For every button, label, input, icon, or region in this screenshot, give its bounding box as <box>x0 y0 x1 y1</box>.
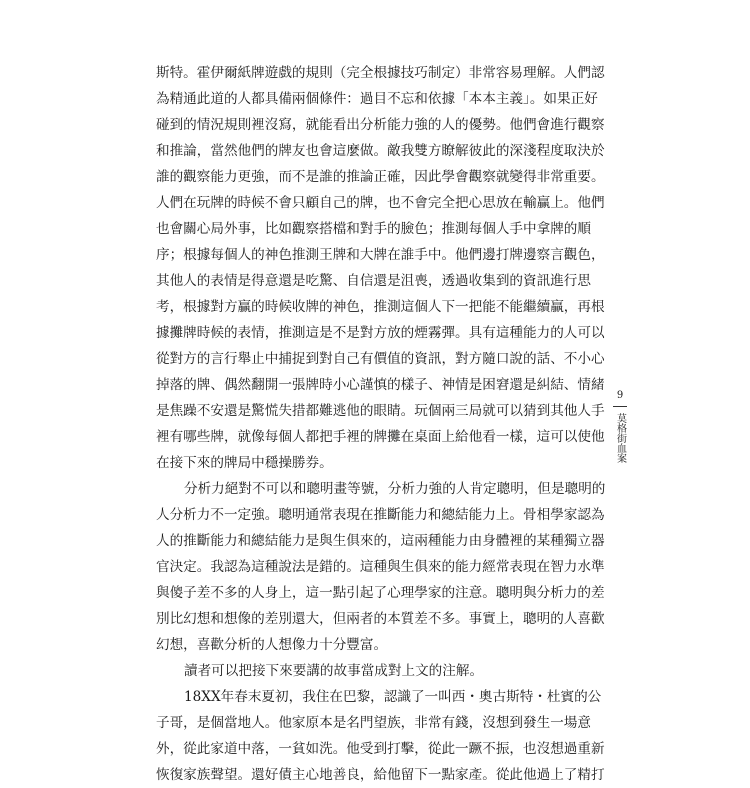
text-line: 人們在玩牌的時候不會只顧自己的牌，也不會完全把心思放在輸贏上。他們 <box>156 195 605 211</box>
folio-divider <box>613 406 627 407</box>
text-line: 斯特。霍伊爾紙牌遊戲的規則（完全根據技巧制定）非常容易理解。人們認 <box>156 65 605 81</box>
text-line: 從對方的言行舉止中捕捉到對自己有價值的資訊，對方隨口說的話、不小心 <box>156 351 605 367</box>
text-line: 也會關心局外事，比如觀察搭檔和對手的臉色；推測每個人手中拿牌的順 <box>156 221 591 237</box>
text-line: 子哥，是個當地人。他家原本是名門望族，非常有錢，沒想到發生一場意 <box>156 715 591 731</box>
text-line: 誰的觀察能力更強，而不是誰的推論正確，因此學會觀察就變得非常重要。 <box>156 169 605 185</box>
text-line: 外，從此家道中落，一貧如洗。他受到打擊，從此一蹶不振，也沒想過重新 <box>156 741 605 757</box>
text-line: 碰到的情況規則裡沒寫，就能看出分析能力強的人的優勢。他們會進行觀察 <box>156 117 605 133</box>
text-line: 和推論，當然他們的牌友也會這麼做。敵我雙方瞭解彼此的深淺程度取決於 <box>156 143 605 159</box>
running-title: 莫格街血案 <box>614 413 626 463</box>
text-line: 人的推斷能力和總結能力是與生俱來的，這兩種能力由身體裡的某種獨立器 <box>156 533 605 549</box>
text-line: 別比幻想和想像的差別還大，但兩者的本質差不多。事實上，聰明的人喜歡 <box>156 611 605 627</box>
text-line: 在接下來的牌局中穩操勝券。 <box>156 455 333 471</box>
text-line: 幻想，喜歡分析的人想像力十分豐富。 <box>156 637 388 653</box>
text-line: 據攤牌時候的表情，推測這是不是對方放的煙霧彈。具有這種能力的人可以 <box>156 325 605 341</box>
body-text <box>156 60 606 788</box>
text-line: 裡有哪些牌，就像每個人都把手裡的牌攤在桌面上給他看一樣，這可以使他 <box>156 429 605 445</box>
text-line: 是焦躁不安還是驚慌失措都難逃他的眼睛。玩個兩三局就可以猜到其他人手 <box>156 403 605 419</box>
page-margin-header <box>610 390 630 463</box>
text-line: 讀者可以把接下來要講的故事當成對上文的注解。 <box>184 663 484 679</box>
page-number: 9 <box>616 390 624 401</box>
text-line: 為精通此道的人都具備兩個條件：過目不忘和依據「本本主義」。如果正好 <box>156 91 598 107</box>
text-line: 恢復家族聲望。還好債主心地善良，給他留下一點家產。從此他過上了精打 <box>156 767 605 783</box>
text-line: 分析力絕對不可以和聰明畫等號，分析力強的人肯定聰明，但是聰明的 <box>184 481 606 497</box>
text-line: 18XX年春末夏初，我住在巴黎，認識了一叫西・奧古斯特・杜賓的公 <box>184 689 602 705</box>
text-line: 掉落的牌、偶然翻開一張牌時小心謹慎的樣子、神情是困窘還是糾結、情緒 <box>156 377 605 393</box>
text-line: 序；根據每個人的神色推測王牌和大牌在誰手中。他們邊打牌邊察言觀色， <box>156 247 605 263</box>
text-line: 官決定。我認為這種說法是錯的。這種與生俱來的能力經常表現在智力水準 <box>156 559 605 575</box>
text-line: 人分析力不一定強。聰明通常表現在推斷能力和總結能力上。骨相學家認為 <box>156 507 605 523</box>
text-line: 考，根據對方贏的時候收牌的神色，推測這個人下一把能不能繼續贏，再根 <box>156 299 605 315</box>
text-line: 與傻子差不多的人身上，這一點引起了心理學家的注意。聰明與分析力的差 <box>156 585 605 601</box>
text-line: 其他人的表情是得意還是吃驚、自信還是沮喪，透過收集到的資訊進行思 <box>156 273 591 289</box>
